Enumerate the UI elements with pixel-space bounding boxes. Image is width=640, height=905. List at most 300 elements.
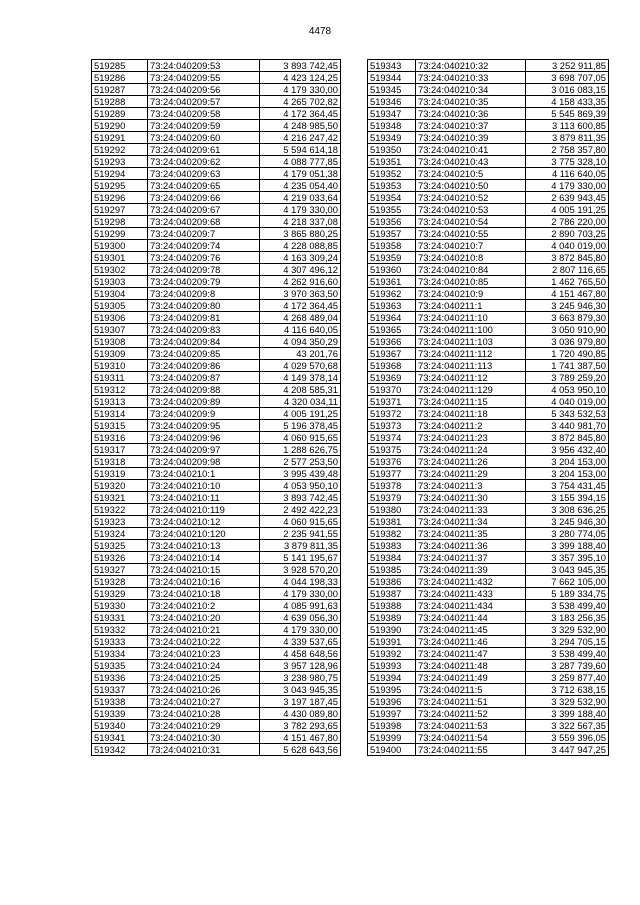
table-row [368, 420, 609, 432]
row-number-cell: 519344 [368, 72, 416, 84]
row-number-cell: 519292 [92, 144, 148, 156]
cadastral-number-cell: 73:24:040211:3 [416, 480, 526, 492]
right-table [367, 59, 609, 756]
table-row [92, 708, 341, 720]
value-cell: 3 995 439,48 [260, 468, 341, 480]
value-cell: 4 235 054,40 [260, 180, 341, 192]
value-cell: 4 307 496,12 [260, 264, 341, 276]
cadastral-number-cell: 73:24:040211:51 [416, 696, 526, 708]
cadastral-number-cell: 73:24:040210:54 [416, 216, 526, 228]
table-row [92, 492, 341, 504]
cadastral-number-cell: 73:24:040209:62 [148, 156, 260, 168]
table-row [92, 456, 341, 468]
cadastral-number-cell: 73:24:040210:50 [416, 180, 526, 192]
row-number-cell: 519382 [368, 528, 416, 540]
row-number-cell: 519305 [92, 300, 148, 312]
cadastral-number-cell: 73:24:040211:113 [416, 360, 526, 372]
cadastral-number-cell: 73:24:040209:66 [148, 192, 260, 204]
cadastral-number-cell: 73:24:040210:18 [148, 588, 260, 600]
row-number-cell: 519324 [92, 528, 148, 540]
cadastral-number-cell: 73:24:040210:23 [148, 648, 260, 660]
value-cell: 4 116 640,05 [260, 324, 341, 336]
value-cell: 4 179 330,00 [526, 180, 609, 192]
row-number-cell: 519397 [368, 708, 416, 720]
table-row [368, 480, 609, 492]
row-number-cell: 519347 [368, 108, 416, 120]
value-cell: 4 218 337,08 [260, 216, 341, 228]
row-number-cell: 519352 [368, 168, 416, 180]
table-row [92, 60, 341, 72]
value-cell: 4 228 088,85 [260, 240, 341, 252]
row-number-cell: 519333 [92, 636, 148, 648]
row-number-cell: 519376 [368, 456, 416, 468]
cadastral-number-cell: 73:24:040210:1 [148, 468, 260, 480]
cadastral-number-cell: 73:24:040210:52 [416, 192, 526, 204]
cadastral-number-cell: 73:24:040209:56 [148, 84, 260, 96]
value-cell: 3 893 742,45 [260, 492, 341, 504]
value-cell: 3 879 811,35 [260, 540, 341, 552]
value-cell: 4 216 247,42 [260, 132, 341, 144]
table-row [368, 228, 609, 240]
row-number-cell: 519345 [368, 84, 416, 96]
row-number-cell: 519336 [92, 672, 148, 684]
value-cell: 3 872 845,80 [526, 252, 609, 264]
cadastral-number-cell: 73:24:040210:16 [148, 576, 260, 588]
left-table-body [92, 60, 341, 756]
row-number-cell: 519339 [92, 708, 148, 720]
row-number-cell: 519287 [92, 84, 148, 96]
table-row [92, 564, 341, 576]
value-cell: 2 492 422,23 [260, 504, 341, 516]
row-number-cell: 519350 [368, 144, 416, 156]
value-cell: 4 339 537,65 [260, 636, 341, 648]
cadastral-number-cell: 73:24:040211:53 [416, 720, 526, 732]
table-row [92, 288, 341, 300]
table-row [368, 528, 609, 540]
row-number-cell: 519355 [368, 204, 416, 216]
table-row [92, 480, 341, 492]
row-number-cell: 519291 [92, 132, 148, 144]
cadastral-number-cell: 73:24:040209:65 [148, 180, 260, 192]
row-number-cell: 519313 [92, 396, 148, 408]
cadastral-number-cell: 73:24:040210:14 [148, 552, 260, 564]
value-cell: 3 538 499,40 [526, 600, 609, 612]
cadastral-number-cell: 73:24:040210:41 [416, 144, 526, 156]
value-cell: 3 155 394,15 [526, 492, 609, 504]
cadastral-number-cell: 73:24:040211:47 [416, 648, 526, 660]
row-number-cell: 519295 [92, 180, 148, 192]
value-cell: 3 245 946,30 [526, 300, 609, 312]
cadastral-number-cell: 73:24:040211:45 [416, 624, 526, 636]
cadastral-number-cell: 73:24:040209:59 [148, 120, 260, 132]
value-cell: 3 259 877,40 [526, 672, 609, 684]
table-row [368, 408, 609, 420]
table-row [92, 408, 341, 420]
table-row [92, 504, 341, 516]
table-row [368, 660, 609, 672]
value-cell: 4 172 364,45 [260, 300, 341, 312]
table-row [92, 204, 341, 216]
row-number-cell: 519378 [368, 480, 416, 492]
table-row [92, 312, 341, 324]
table-row [368, 720, 609, 732]
cadastral-number-cell: 73:24:040211:33 [416, 504, 526, 516]
row-number-cell: 519319 [92, 468, 148, 480]
row-number-cell: 519302 [92, 264, 148, 276]
table-row [92, 432, 341, 444]
cadastral-number-cell: 73:24:040209:68 [148, 216, 260, 228]
cadastral-number-cell: 73:24:040209:57 [148, 96, 260, 108]
table-row [92, 324, 341, 336]
value-cell: 5 189 334,75 [526, 588, 609, 600]
value-cell: 4 268 489,04 [260, 312, 341, 324]
value-cell: 4 005 191,25 [526, 204, 609, 216]
table-row [92, 384, 341, 396]
cadastral-number-cell: 73:24:040210:55 [416, 228, 526, 240]
table-row [368, 540, 609, 552]
cadastral-number-cell: 73:24:040210:33 [416, 72, 526, 84]
row-number-cell: 519325 [92, 540, 148, 552]
value-cell: 3 970 363,50 [260, 288, 341, 300]
table-row [92, 588, 341, 600]
table-row [368, 600, 609, 612]
cadastral-number-cell: 73:24:040211:36 [416, 540, 526, 552]
table-row [92, 84, 341, 96]
value-cell: 2 577 253,50 [260, 456, 341, 468]
table-row [368, 696, 609, 708]
value-cell: 4 158 433,35 [526, 96, 609, 108]
row-number-cell: 519310 [92, 360, 148, 372]
value-cell: 4 060 915,65 [260, 516, 341, 528]
value-cell: 4 179 330,00 [260, 588, 341, 600]
cadastral-number-cell: 73:24:040211:18 [416, 408, 526, 420]
cadastral-number-cell: 73:24:040209:88 [148, 384, 260, 396]
cadastral-number-cell: 73:24:040210:15 [148, 564, 260, 576]
value-cell: 3 238 980,75 [260, 672, 341, 684]
row-number-cell: 519298 [92, 216, 148, 228]
row-number-cell: 519365 [368, 324, 416, 336]
cadastral-number-cell: 73:24:040210:84 [416, 264, 526, 276]
cadastral-number-cell: 73:24:040210:9 [416, 288, 526, 300]
table-row [368, 60, 609, 72]
cadastral-number-cell: 73:24:040210:31 [148, 744, 260, 756]
row-number-cell: 519392 [368, 648, 416, 660]
cadastral-number-cell: 73:24:040211:103 [416, 336, 526, 348]
cadastral-number-cell: 73:24:040209:60 [148, 132, 260, 144]
table-row [368, 192, 609, 204]
value-cell: 4 005 191,25 [260, 408, 341, 420]
row-number-cell: 519361 [368, 276, 416, 288]
row-number-cell: 519357 [368, 228, 416, 240]
value-cell: 4 248 985,50 [260, 120, 341, 132]
row-number-cell: 519341 [92, 732, 148, 744]
value-cell: 3 559 396,05 [526, 732, 609, 744]
row-number-cell: 519359 [368, 252, 416, 264]
cadastral-number-cell: 73:24:040211:10 [416, 312, 526, 324]
table-row [368, 732, 609, 744]
cadastral-number-cell: 73:24:040209:7 [148, 228, 260, 240]
table-row [368, 552, 609, 564]
cadastral-number-cell: 73:24:040211:34 [416, 516, 526, 528]
table-row [368, 684, 609, 696]
table-row [92, 528, 341, 540]
row-number-cell: 519308 [92, 336, 148, 348]
cadastral-number-cell: 73:24:040211:5 [416, 684, 526, 696]
value-cell: 3 879 811,35 [526, 132, 609, 144]
row-number-cell: 519335 [92, 660, 148, 672]
row-number-cell: 519340 [92, 720, 148, 732]
value-cell: 4 040 019,00 [526, 240, 609, 252]
table-row [368, 120, 609, 132]
value-cell: 3 399 188,40 [526, 708, 609, 720]
table-row [92, 648, 341, 660]
table-row [92, 396, 341, 408]
cadastral-number-cell: 73:24:040210:20 [148, 612, 260, 624]
table-row [92, 144, 341, 156]
cadastral-number-cell: 73:24:040210:36 [416, 108, 526, 120]
cadastral-number-cell: 73:24:040210:13 [148, 540, 260, 552]
row-number-cell: 519398 [368, 720, 416, 732]
value-cell: 3 893 742,45 [260, 60, 341, 72]
table-row [92, 420, 341, 432]
cadastral-number-cell: 73:24:040210:119 [148, 504, 260, 516]
row-number-cell: 519379 [368, 492, 416, 504]
cadastral-number-cell: 73:24:040210:24 [148, 660, 260, 672]
row-number-cell: 519332 [92, 624, 148, 636]
row-number-cell: 519296 [92, 192, 148, 204]
cadastral-number-cell: 73:24:040211:434 [416, 600, 526, 612]
table-row [368, 360, 609, 372]
value-cell: 3 036 979,80 [526, 336, 609, 348]
row-number-cell: 519383 [368, 540, 416, 552]
table-row [92, 516, 341, 528]
table-row [368, 432, 609, 444]
cadastral-number-cell: 73:24:040210:7 [416, 240, 526, 252]
value-cell: 5 141 195,67 [260, 552, 341, 564]
row-number-cell: 519362 [368, 288, 416, 300]
row-number-cell: 519299 [92, 228, 148, 240]
value-cell: 3 016 083,15 [526, 84, 609, 96]
table-row [368, 636, 609, 648]
table-row [368, 648, 609, 660]
table-row [368, 96, 609, 108]
table-row [92, 264, 341, 276]
row-number-cell: 519381 [368, 516, 416, 528]
cadastral-number-cell: 73:24:040210:43 [416, 156, 526, 168]
value-cell: 3 872 845,80 [526, 432, 609, 444]
value-cell: 3 712 638,15 [526, 684, 609, 696]
row-number-cell: 519289 [92, 108, 148, 120]
table-row [92, 108, 341, 120]
row-number-cell: 519370 [368, 384, 416, 396]
value-cell: 3 322 567,35 [526, 720, 609, 732]
table-row [92, 696, 341, 708]
row-number-cell: 519306 [92, 312, 148, 324]
table-row [368, 312, 609, 324]
cadastral-number-cell: 73:24:040211:39 [416, 564, 526, 576]
cadastral-number-cell: 73:24:040211:112 [416, 348, 526, 360]
row-number-cell: 519312 [92, 384, 148, 396]
table-row [92, 720, 341, 732]
row-number-cell: 519326 [92, 552, 148, 564]
cadastral-number-cell: 73:24:040210:120 [148, 528, 260, 540]
value-cell: 4 179 330,00 [260, 204, 341, 216]
table-row [92, 96, 341, 108]
row-number-cell: 519349 [368, 132, 416, 144]
row-number-cell: 519380 [368, 504, 416, 516]
row-number-cell: 519351 [368, 156, 416, 168]
cadastral-number-cell: 73:24:040211:129 [416, 384, 526, 396]
cadastral-number-cell: 73:24:040211:52 [416, 708, 526, 720]
cadastral-number-cell: 73:24:040210:26 [148, 684, 260, 696]
table-row [368, 612, 609, 624]
value-cell: 1 741 387,50 [526, 360, 609, 372]
table-row [92, 600, 341, 612]
value-cell: 3 280 774,05 [526, 528, 609, 540]
row-number-cell: 519323 [92, 516, 148, 528]
row-number-cell: 519375 [368, 444, 416, 456]
table-row [368, 708, 609, 720]
value-cell: 4 040 019,00 [526, 396, 609, 408]
row-number-cell: 519285 [92, 60, 148, 72]
value-cell: 3 329 532,90 [526, 624, 609, 636]
table-row [368, 180, 609, 192]
value-cell: 4 320 034,11 [260, 396, 341, 408]
cadastral-number-cell: 73:24:040211:55 [416, 744, 526, 756]
value-cell: 4 262 916,60 [260, 276, 341, 288]
row-number-cell: 519307 [92, 324, 148, 336]
value-cell: 4 151 467,80 [260, 732, 341, 744]
value-cell: 2 807 116,65 [526, 264, 609, 276]
value-cell: 3 957 128,96 [260, 660, 341, 672]
value-cell: 3 663 879,30 [526, 312, 609, 324]
table-row [368, 240, 609, 252]
table-row [92, 444, 341, 456]
table-row [368, 168, 609, 180]
value-cell: 4 458 648,56 [260, 648, 341, 660]
cadastral-number-cell: 73:24:040211:26 [416, 456, 526, 468]
value-cell: 2 758 357,80 [526, 144, 609, 156]
value-cell: 4 149 378,14 [260, 372, 341, 384]
cadastral-number-cell: 73:24:040209:9 [148, 408, 260, 420]
value-cell: 3 956 432,40 [526, 444, 609, 456]
cadastral-number-cell: 73:24:040210:35 [416, 96, 526, 108]
table-row [368, 504, 609, 516]
value-cell: 4 179 330,00 [260, 84, 341, 96]
cadastral-number-cell: 73:24:040209:95 [148, 420, 260, 432]
page-number: 4478 [308, 26, 332, 37]
row-number-cell: 519297 [92, 204, 148, 216]
row-number-cell: 519330 [92, 600, 148, 612]
table-row [92, 612, 341, 624]
cadastral-number-cell: 73:24:040209:81 [148, 312, 260, 324]
value-cell: 2 235 941,55 [260, 528, 341, 540]
value-cell: 5 545 869,39 [526, 108, 609, 120]
table-row [368, 204, 609, 216]
cadastral-number-cell: 73:24:040211:23 [416, 432, 526, 444]
row-number-cell: 519337 [92, 684, 148, 696]
value-cell: 3 204 153,00 [526, 456, 609, 468]
table-row [92, 732, 341, 744]
table-row [92, 672, 341, 684]
value-cell: 4 060 915,65 [260, 432, 341, 444]
table-row [368, 456, 609, 468]
value-cell: 4 639 056,30 [260, 612, 341, 624]
table-row [92, 252, 341, 264]
row-number-cell: 519327 [92, 564, 148, 576]
row-number-cell: 519321 [92, 492, 148, 504]
value-cell: 4 179 051,38 [260, 168, 341, 180]
row-number-cell: 519288 [92, 96, 148, 108]
table-row [92, 72, 341, 84]
table-row [368, 468, 609, 480]
row-number-cell: 519366 [368, 336, 416, 348]
cadastral-number-cell: 73:24:040210:5 [416, 168, 526, 180]
row-number-cell: 519369 [368, 372, 416, 384]
cadastral-number-cell: 73:24:040209:58 [148, 108, 260, 120]
table-row [368, 144, 609, 156]
cadastral-number-cell: 73:24:040211:35 [416, 528, 526, 540]
left-table [91, 59, 341, 756]
table-row [368, 336, 609, 348]
row-number-cell: 519342 [92, 744, 148, 756]
table-row [368, 348, 609, 360]
value-cell: 4 088 777,85 [260, 156, 341, 168]
value-cell: 3 043 945,35 [526, 564, 609, 576]
value-cell: 3 043 945,35 [260, 684, 341, 696]
row-number-cell: 519300 [92, 240, 148, 252]
value-cell: 3 698 707,05 [526, 72, 609, 84]
value-cell: 3 287 739,60 [526, 660, 609, 672]
row-number-cell: 519396 [368, 696, 416, 708]
row-number-cell: 519301 [92, 252, 148, 264]
row-number-cell: 519363 [368, 300, 416, 312]
cadastral-number-cell: 73:24:040209:79 [148, 276, 260, 288]
value-cell: 3 050 910,90 [526, 324, 609, 336]
value-cell: 3 357 395,10 [526, 552, 609, 564]
table-row [92, 540, 341, 552]
value-cell: 3 294 705,15 [526, 636, 609, 648]
row-number-cell: 519399 [368, 732, 416, 744]
row-number-cell: 519331 [92, 612, 148, 624]
value-cell: 4 265 702,82 [260, 96, 341, 108]
cadastral-number-cell: 73:24:040211:46 [416, 636, 526, 648]
table-row [368, 372, 609, 384]
value-cell: 4 053 950,10 [526, 384, 609, 396]
row-number-cell: 519356 [368, 216, 416, 228]
cadastral-number-cell: 73:24:040209:55 [148, 72, 260, 84]
cadastral-number-cell: 73:24:040210:8 [416, 252, 526, 264]
table-row [92, 468, 341, 480]
row-number-cell: 519386 [368, 576, 416, 588]
cadastral-number-cell: 73:24:040209:85 [148, 348, 260, 360]
table-row [368, 396, 609, 408]
cadastral-number-cell: 73:24:040209:78 [148, 264, 260, 276]
row-number-cell: 519394 [368, 672, 416, 684]
table-row [92, 372, 341, 384]
value-cell: 4 094 350,29 [260, 336, 341, 348]
cadastral-number-cell: 73:24:040211:12 [416, 372, 526, 384]
row-number-cell: 519385 [368, 564, 416, 576]
value-cell: 3 775 328,10 [526, 156, 609, 168]
value-cell: 3 308 636,25 [526, 504, 609, 516]
row-number-cell: 519316 [92, 432, 148, 444]
value-cell: 4 219 033,64 [260, 192, 341, 204]
cadastral-number-cell: 73:24:040210:22 [148, 636, 260, 648]
row-number-cell: 519393 [368, 660, 416, 672]
cadastral-number-cell: 73:24:040210:34 [416, 84, 526, 96]
row-number-cell: 519371 [368, 396, 416, 408]
